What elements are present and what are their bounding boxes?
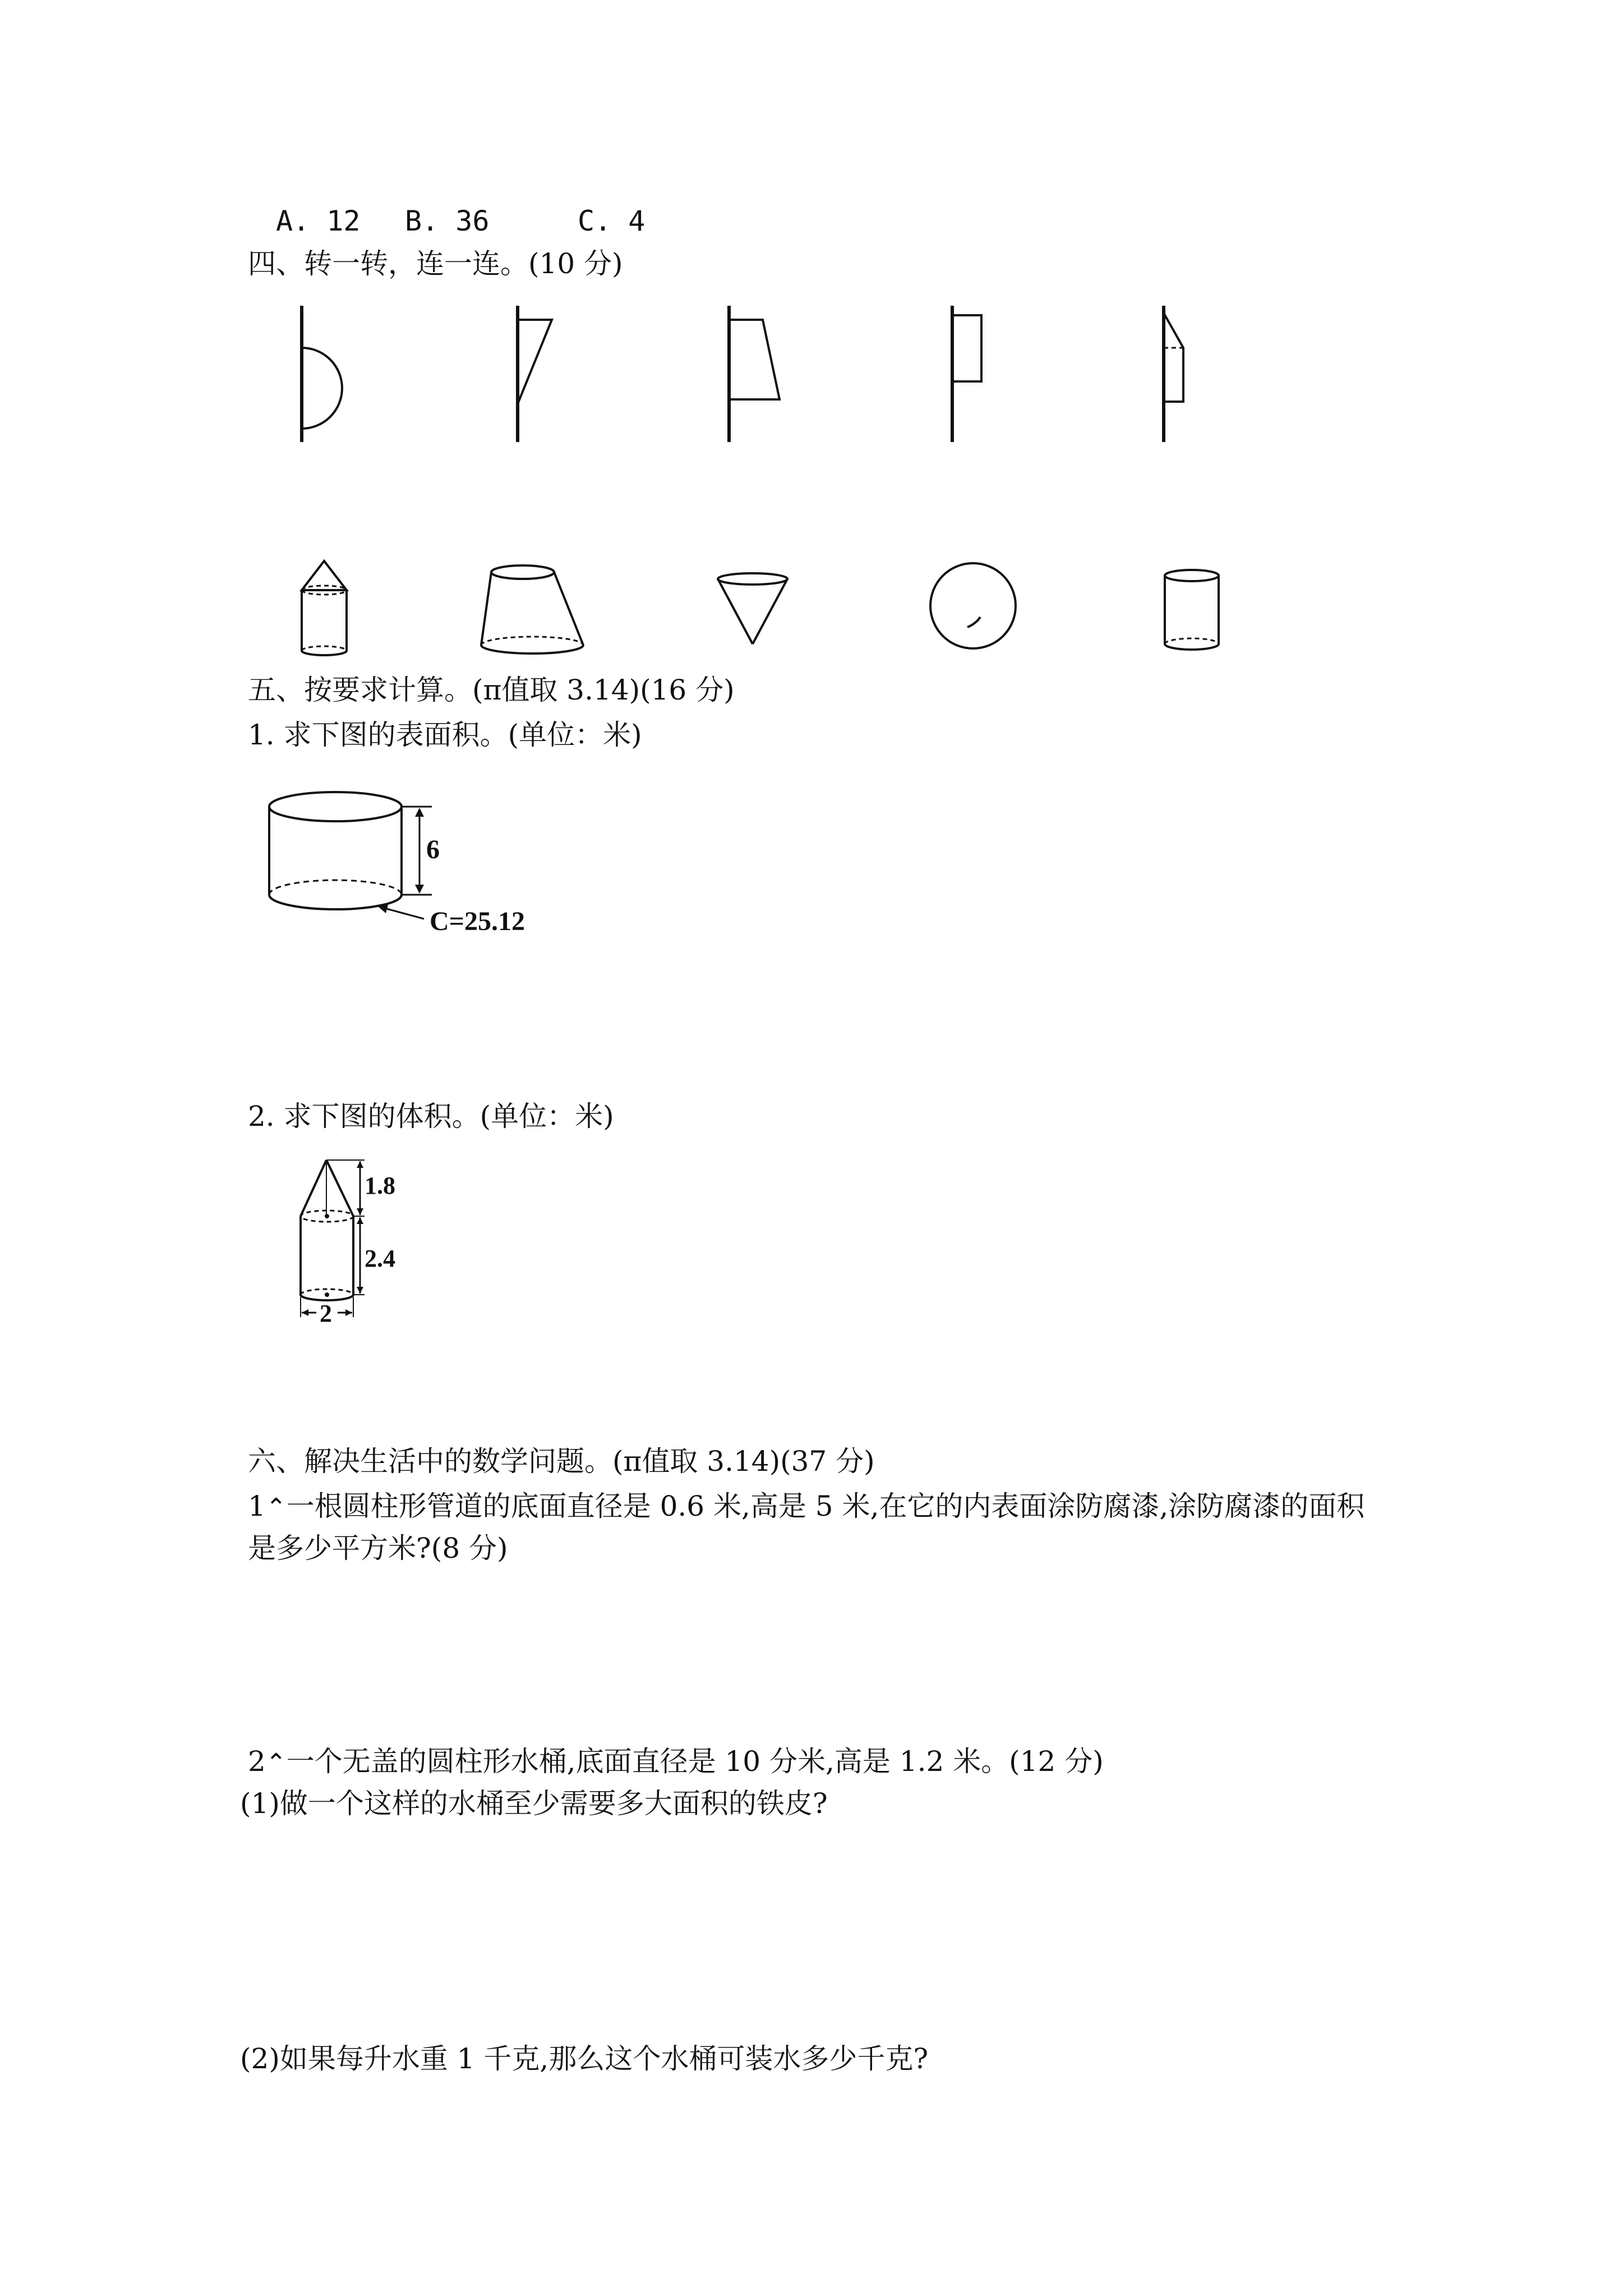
surface-area-cylinder-figure	[264, 780, 578, 948]
diameter-label: 2	[320, 1300, 332, 1327]
section5-question1: 1. 求下图的表面积。(单位：米)	[248, 719, 642, 751]
trapezoid-rotation-figure	[729, 306, 780, 442]
caret-icon: ⌃	[265, 1493, 287, 1522]
section4-title: 四、转一转，连一连。(10 分)	[248, 247, 623, 280]
problem1-line1	[248, 1489, 1364, 1525]
sphere-solid	[930, 563, 1016, 648]
rotation-shapes-row	[236, 292, 1357, 482]
problem1-line2: 是多少平方米?(8 分)	[248, 1532, 508, 1565]
section6-title: 六、解决生活中的数学问题。(π值取 3.14)(37 分)	[248, 1445, 875, 1478]
height-label: 6	[426, 835, 440, 864]
semicircle-rotation-figure	[302, 306, 342, 442]
cylinder-solid	[1165, 570, 1219, 650]
option-c: C. 4	[578, 205, 645, 237]
option-b: B. 36	[405, 205, 490, 237]
problem2-subquestion1: (1)做一个这样的水桶至少需要多大面积的铁皮?	[240, 1787, 828, 1820]
composite-rotation-figure	[1164, 306, 1183, 442]
frustum-solid	[481, 565, 583, 654]
cone-on-cylinder-solid	[302, 561, 347, 655]
problem2-line1	[248, 1745, 1104, 1780]
triangle-rotation-figure	[518, 306, 552, 442]
volume-cone-cylinder-figure	[280, 1150, 482, 1341]
section5-title: 五、按要求计算。(π值取 3.14)(16 分)	[248, 674, 735, 706]
problem1-number: 1	[248, 1490, 266, 1522]
solid-shapes-row	[236, 550, 1357, 673]
circumference-label: C=25.12	[430, 907, 525, 936]
section5-question2: 2. 求下图的体积。(单位：米)	[248, 1100, 614, 1133]
caret-icon: ⌃	[265, 1749, 287, 1777]
cone-height-label: 1.8	[365, 1172, 395, 1199]
rectangle-rotation-figure	[952, 306, 981, 442]
problem2-text-line1: 一个无盖的圆柱形水桶,底面直径是 10 分米,高是 1.2 米。(12 分)	[286, 1745, 1104, 1778]
inverted-cone-solid	[718, 573, 787, 644]
problem1-text-line1: 一根圆柱形管道的底面直径是 0.6 米,高是 5 米,在它的内表面涂防腐漆,涂防腐漆的面积	[286, 1490, 1365, 1522]
problem2-number: 2	[248, 1745, 266, 1778]
problem2-subquestion2: (2)如果每升水重 1 千克,那么这个水桶可装水多少千克?	[240, 2042, 929, 2075]
cylinder-height-label: 2.4	[365, 1245, 395, 1272]
option-a: A. 12	[276, 205, 361, 237]
